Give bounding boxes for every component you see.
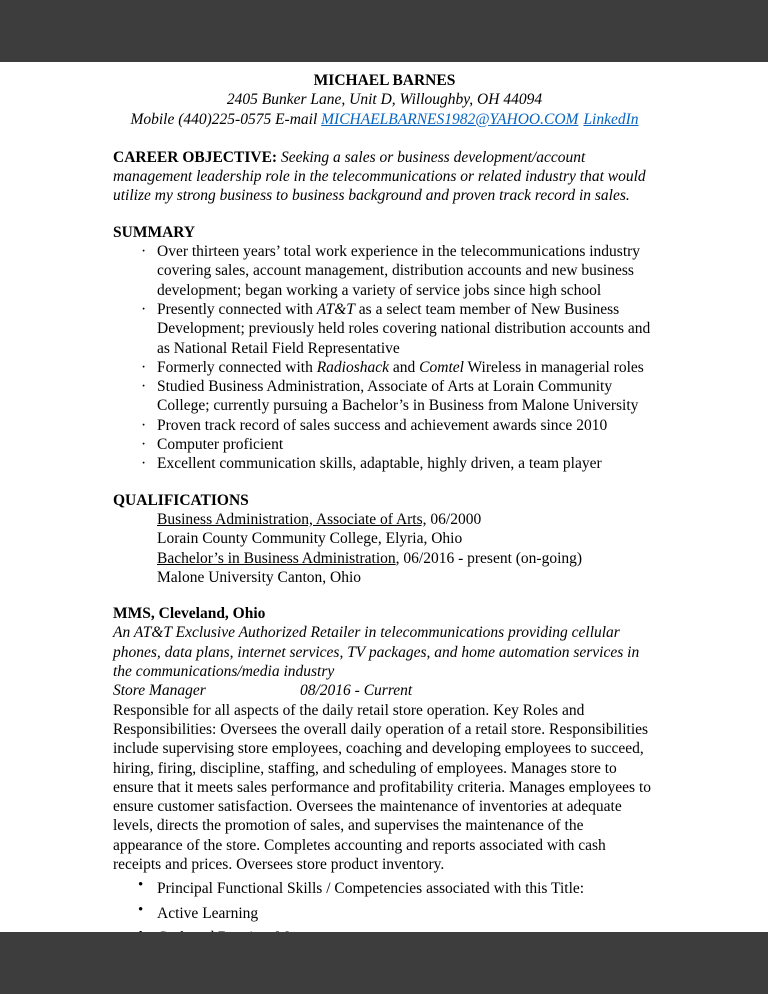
summary-item: [113, 377, 656, 416]
person-name: MICHAEL BARNES: [313, 72, 456, 89]
bullet-icon: •: [138, 877, 144, 894]
degree-date: 06/2000: [426, 510, 482, 528]
job-title: Store Manager: [113, 682, 206, 700]
summary-text: Excellent communication skills, adaptable, highly driven, a team player: [157, 455, 602, 473]
summary-item: [113, 358, 656, 377]
qualification-line: [157, 529, 656, 548]
bullet-icon: ·: [141, 358, 147, 376]
career-objective-label: CAREER OBJECTIVE:: [113, 148, 281, 166]
skill-text: Active Learning: [157, 904, 259, 922]
address-line: 2405 Bunker Lane, Unit D, Willoughby, OH 44094: [226, 91, 543, 109]
job-description: Responsible for all aspects of the daily retail store operation. Key Roles and Responsibilities: Oversees the overall daily operation of a retail store. Responsibilities include supervising store employees, coaching and developing employees to succeed, hiring, firing, discipline, staffing, and scheduling of employees. Manages store to ensure that it meets sales performance and profitability criteria. Manages employees to ensure customer satisfaction. Oversees the maintenance of inventories at adequate levels, directs the promotion of sales, and supervises the maintenance of the appearance of the store. Completes accounting and reports associated with cash receipts and prices. Oversees store product inventory.: [113, 701, 651, 873]
qualification-lines: [157, 510, 656, 587]
employment-dates: 08/2016 - Current: [300, 682, 413, 700]
company-description: An AT&T Exclusive Authorized Retailer in telecommunications providing cellular phones, data plans, internet services, TV packages, and home automation services in the communications/media industry: [113, 624, 640, 681]
summary-text: Proven track record of sales success and achievement awards since 2010: [157, 416, 608, 434]
career-objective: [113, 148, 656, 206]
summary-text: Over thirteen years’ total work experience in the telecommunications industry covering sales, account management, distribution accounts and new business development; began working a variety of service jobs since high school: [157, 243, 641, 299]
degree-name: Business Administration, Associate of Arts,: [157, 510, 427, 528]
contact-line: [113, 110, 656, 129]
email-link[interactable]: MICHAELBARNES1982@YAHOO.COM: [321, 110, 579, 128]
summary-section: [113, 223, 656, 474]
career-objective-text: Seeking a sales or business development/account management leadership role in the telecommunications or related industry that would utilize my strong business to business background and proven track record in sales.: [113, 148, 646, 205]
phone-email-text: Mobile (440)225-0575 E-mail: [130, 110, 322, 128]
summary-item: [113, 300, 656, 358]
summary-text: Formerly connected with: [157, 358, 317, 376]
degree-name: Bachelor’s in Business Administration: [157, 549, 396, 567]
summary-text: Studied Business Administration, Associate of Arts at Lorain Community College; currently pursuing a Bachelor’s in Business from Malone University: [157, 378, 639, 415]
degree-date: , 06/2016 - present (on-going): [395, 549, 583, 567]
qualifications-section: [113, 491, 656, 587]
summary-text: Presently connected with: [157, 300, 317, 318]
summary-title: SUMMARY: [113, 223, 196, 241]
school-name: Malone University Canton, Ohio: [157, 568, 362, 586]
summary-item: [113, 454, 656, 473]
bullet-icon: ·: [141, 416, 147, 434]
summary-text-italic: Radioshack: [316, 358, 390, 376]
bullet-icon: ·: [141, 455, 147, 473]
summary-list: [113, 242, 656, 474]
school-name: Lorain County Community College, Elyria, Ohio: [157, 530, 463, 548]
bullet-icon: ·: [141, 436, 147, 454]
skill-text: Principal Functional Skills / Competencies associated with this Title:: [157, 880, 585, 898]
skill-item: [113, 901, 656, 923]
summary-item: [113, 435, 656, 454]
summary-text: and: [389, 358, 420, 376]
bullet-icon: •: [138, 901, 144, 918]
summary-item: [113, 242, 656, 300]
bullet-icon: ·: [141, 378, 147, 396]
viewer-bottom-bar: [0, 932, 768, 994]
experience-section: [113, 604, 656, 947]
qualification-line: [157, 549, 656, 568]
summary-text-italic: AT&T: [316, 300, 355, 318]
employer-name: MMS, Cleveland, Ohio: [113, 605, 266, 623]
summary-text: Wireless in managerial roles: [463, 358, 644, 376]
viewer-top-bar: [0, 0, 768, 62]
linkedin-link[interactable]: LinkedIn: [583, 110, 639, 128]
bullet-icon: ·: [141, 243, 147, 261]
resume-header: [113, 71, 656, 129]
summary-text-italic: Comtel: [419, 358, 464, 376]
summary-text: Computer proficient: [157, 436, 284, 454]
qualifications-title: QUALIFICATIONS: [113, 491, 249, 509]
resume-page: [0, 62, 768, 932]
bullet-icon: ·: [141, 300, 147, 318]
qualification-line: [157, 568, 656, 587]
skill-item: [113, 879, 656, 898]
qualification-line: [157, 510, 656, 529]
role-line: [113, 681, 656, 700]
summary-text: as a select team member of New Business Development; previously held roles covering national distribution accounts and as National Retail Field Representative: [157, 300, 651, 357]
summary-item: [113, 416, 656, 435]
